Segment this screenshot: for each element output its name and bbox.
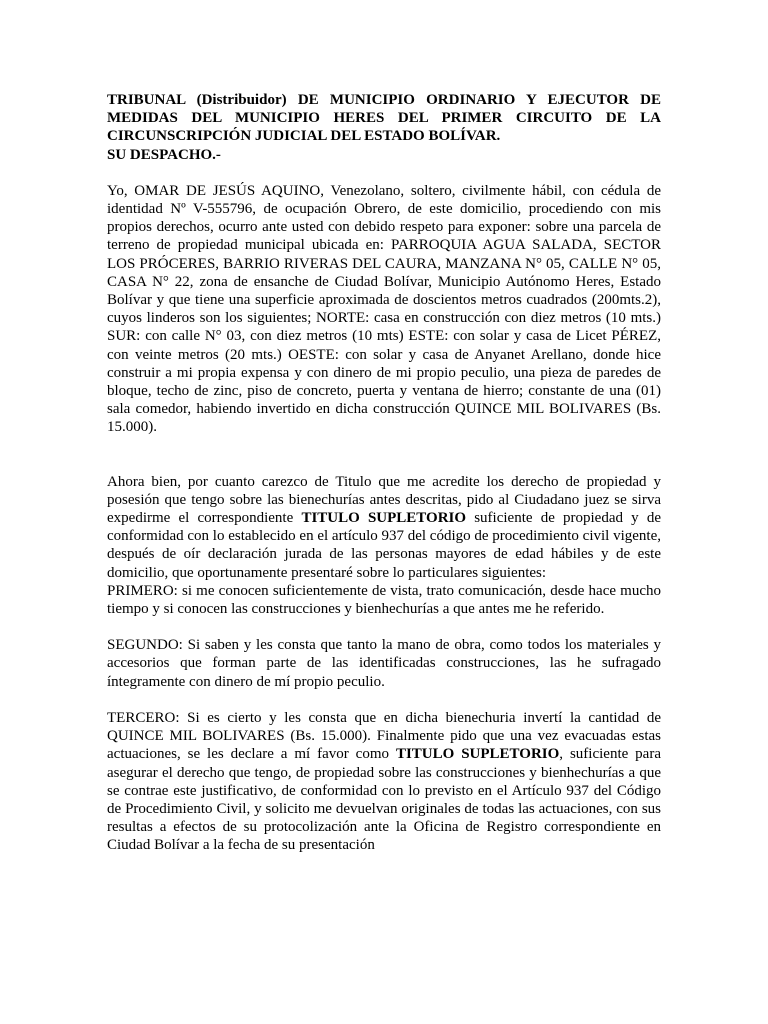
court-name: TRIBUNAL (Distribuidor) DE MUNICIPIO ORDINARIO Y EJECUTOR DE MEDIDAS DEL MUNICIPIO HERES DEL PRIMER CIRCUITO DE LA CIRCUNSCRIPCIÓN JUDICIAL DEL ESTADO BOLÍVAR. <box>107 92 661 145</box>
despacho-line: SU DESPACHO.- <box>107 146 221 163</box>
tercero-item <box>107 709 661 855</box>
court-heading <box>107 91 661 164</box>
segundo-item: SEGUNDO: Si saben y les consta que tanto la mano de obra, como todos los materiales y accesorios que forman parte de las identificadas construcciones, las he sufragado íntegramente con dinero de mí propio peculio. <box>107 637 661 690</box>
statement-paragraph: Yo, OMAR DE JESÚS AQUINO, Venezolano, soltero, civilmente hábil, con cédula de identidad Nº V-555796, de ocupación Obrero, de este domicilio, procediendo con mis propios derechos, ocurro ante usted con debido respeto para exponer: sobre una parcela de terreno de propiedad municipal ubicada en: PARROQUIA AGUA SALADA, SECTOR LOS PRÓCERES, BARRIO RIVERAS DEL CAURA, MANZANA N° 05, CALLE N° 05, CASA N° 22, zona de ensanche de Ciudad Bolívar, Municipio Autónomo Heres, Estado Bolívar y que tiene una superficie aproximada de doscientos metros cuadrados (200mts.2), cuyos linderos son los siguientes; NORTE: casa en construcción con diez metros (10 mts.) SUR: con calle N° 03, con diez metros (10 mts) ESTE: con solar y casa de Licet PÉREZ, con veinte metros (20 mts.) OESTE: con solar y casa de Anyanet Arellano, donde hice construir a mi propia expensa y con dinero de mi propio peculio, una pieza de paredes de bloque, techo de zinc, piso de concreto, puerta y ventana de hierro; constante de una (01) sala comedor, habiendo invertido en dicha construcción QUINCE MIL BOLIVARES (Bs. 15.000). <box>107 182 661 436</box>
request-paragraph <box>107 473 661 619</box>
titulo-supletorio-bold: TITULO SUPLETORIO <box>301 510 467 527</box>
request-text-end: suficiente de propiedad y de conformidad con lo establecido en el artículo 937 del código de procedimiento civil vigente, después de oír declaración jurada de las personas mayores de edad hábiles y de este domicilio, que oportunamente presentaré sobre lo particulares siguientes: <box>107 510 661 581</box>
request-text-start: Ahora bien, por cuanto carezco de Titulo que me acredite los derecho de propiedad y posesión que tengo sobre las bienechurías antes descritas, pido al Ciudadano juez se sirva expedirme el correspondiente <box>107 473 661 527</box>
tercero-text-start: TERCERO: Si es cierto y les consta que en dicha bienechuria invertí la cantidad de QUINCE MIL BOLIVARES (Bs. 15.000). Finalmente pido que una vez evacuadas estas actuaciones, se les declare a mí favor como <box>107 709 661 763</box>
primero-item: PRIMERO: si me conocen suficientemente de vista, trato comunicación, desde hace mucho tiempo y si conocen las construcciones y bienhechurías a que antes me he referido. <box>107 582 661 618</box>
document-body <box>107 91 661 855</box>
tercero-text-end: , suficiente para asegurar el derecho que tengo, de propiedad sobre las construcciones y bienhechurías a que se contrae este justificativo, de conformidad con lo previsto en el Artículo 937 del Código de Procedimiento Civil, y solicito me devuelvan originales de todas las actuaciones, con sus resultas a efectos de su protocolización ante la Oficina de Registro correspondiente en Ciudad Bolívar a la fecha de su presentación <box>107 746 661 854</box>
titulo-supletorio-bold-2: TITULO SUPLETORIO <box>395 746 560 763</box>
